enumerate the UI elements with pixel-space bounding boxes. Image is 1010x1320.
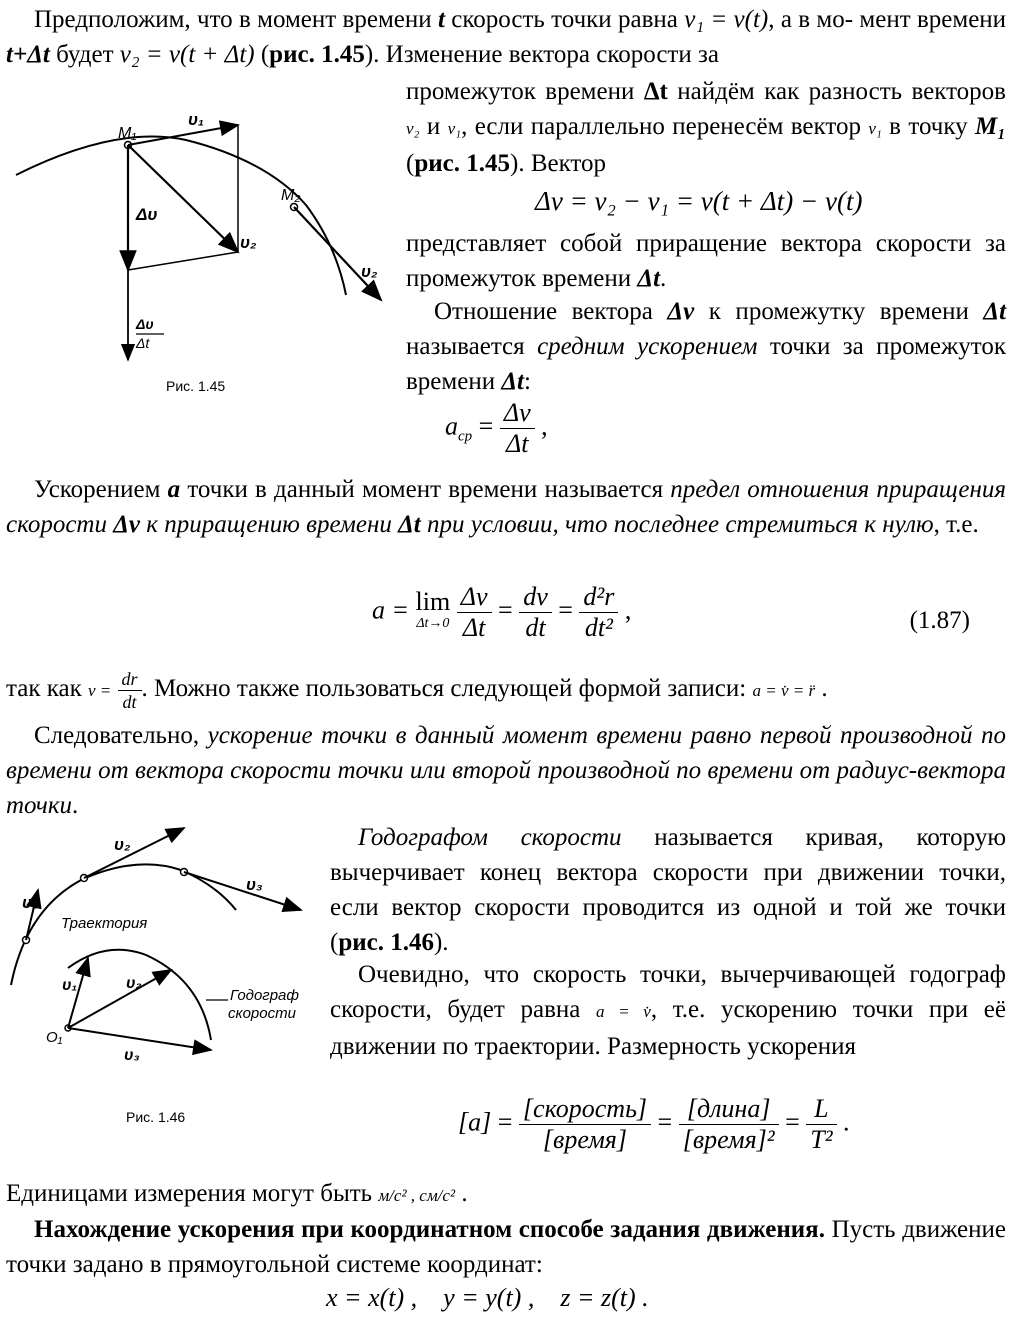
text: точки за промежуток времени <box>406 333 1007 395</box>
text: называется кривая, которую вычерчивает конец вектора скорости при движении точки, если вектор скорости проводится из одной и той же точки ( <box>330 824 1006 956</box>
fraction <box>118 668 142 713</box>
paragraph-since: так как v = $\frac{dr}{dt}$ . Можно также пользоваться следующей формой записи: a = v̇ = r̈ . <box>6 669 828 712</box>
paragraph-units: Единицами измерения могут быть м/с² , см/с² . <box>6 1180 468 1207</box>
text: Единицами измерения могут быть <box>6 1180 373 1207</box>
label-hodograph-velocity: скорости <box>228 1005 296 1022</box>
guide-line-2 <box>128 252 238 270</box>
caption-fig-1-46: Рис. 1.46 <box>126 1109 186 1125</box>
formula-1-87: a = lim Δt→0 $\frac{\Delta v}{\Delta t}$ = $\frac{dv}{dt}$ = $\frac{\text{d²r}}{\text{dt²}}$ , <box>372 582 632 642</box>
paragraph-intro: Предположим, что в момент времени t скорость точки равна v₁ = v(t), а в мо- мент времени t+Δt будет v₂ = v(t + Δt) (рис. 1.45). Изменение вектора скорости за <box>6 6 1007 68</box>
paragraph-vector-difference: промежуток времени Δt найдём как разность векторов v₂ и v₁, если параллельно перенесём вектор v₁ в точку M₁ (рис. 1.45). Вектор <box>406 78 1006 177</box>
text: . Изменение вектора скорости за <box>373 41 719 68</box>
text: . Можно также пользоваться следующей формой записи: <box>141 675 747 703</box>
label-v2: υ₂ <box>240 233 257 252</box>
text: , т.е. ускорению точки при её движении по траектории. Размерность ускорения <box>330 996 1006 1060</box>
label-v1: υ₁ <box>22 893 39 912</box>
paragraph-hodograph-definition <box>330 820 1006 960</box>
paragraph-hodograph-velocity <box>330 957 1006 1064</box>
label-dvdt-num: Δυ <box>136 316 154 332</box>
symbol-a-dim: [a] <box>458 1107 492 1137</box>
formula-a-vdot: a = v̇ <box>596 1002 651 1021</box>
fraction <box>519 1094 651 1155</box>
symbol-v2: v₂ <box>406 119 420 138</box>
symbol-m1: M₁ <box>975 113 1006 140</box>
label-v1: υ₁ <box>188 110 205 129</box>
denominator: dt <box>525 613 546 642</box>
paragraph-consequently: Следовательно, ускорение точки в данный момент времени равно первой производной по времени от вектора скорости точки или второй производной по времени от радиус-вектора точки. <box>6 722 1006 819</box>
fraction <box>679 1094 779 1155</box>
formula-units: м/с² , см/с² <box>378 1186 456 1205</box>
lim: lim <box>415 586 451 616</box>
hodograph-v2 <box>68 970 171 1028</box>
numerator: dv <box>519 582 552 613</box>
numerator: Δv <box>457 582 492 613</box>
paragraph-increment: представляет собой приращение вектора скорости за промежуток времени Δt. <box>406 230 1006 292</box>
denominator: [время]² <box>682 1125 775 1154</box>
text: . Вектор <box>518 150 606 177</box>
hodograph-curve <box>68 950 211 1040</box>
label-hodo-v2: υ₂ <box>126 975 142 992</box>
text: будет <box>56 41 114 68</box>
text: Пусть движение точки задано в прямоугольной системе координат: <box>6 1216 1006 1278</box>
label-dvdt-den: Δt <box>136 335 150 351</box>
fraction <box>806 1094 836 1155</box>
label-hodo-v1: υ₁ <box>62 977 78 994</box>
symbol-dt: Δt <box>398 511 421 538</box>
vector-v2 <box>84 828 184 878</box>
text: в точку <box>889 113 968 140</box>
lim-sub: Δt→0 <box>416 615 450 631</box>
numerator: [длина] <box>679 1094 779 1125</box>
formula-average-acceleration: $a_{ср}$ = $\frac{\Delta v}{\Delta t}$ , <box>445 398 548 458</box>
text: промежуток времени <box>406 78 635 105</box>
label-v2: υ₂ <box>114 835 131 854</box>
text: , а в мо- <box>768 6 854 33</box>
denominator: [время] <box>542 1125 628 1154</box>
caption-fig-1-45: Рис. 1.45 <box>166 378 226 394</box>
fraction <box>579 582 618 643</box>
text: ). <box>433 929 449 956</box>
limit <box>415 586 451 635</box>
heading-coordinate-method: Нахождение ускорения при координатном способе задания движения. <box>34 1216 825 1243</box>
symbol-dt: Δt <box>643 78 668 105</box>
term-average-acceleration: средним ускорением <box>537 333 758 360</box>
numerator: dr <box>118 668 142 691</box>
fraction <box>500 398 535 459</box>
numerator: L <box>806 1094 836 1125</box>
paragraph-coordinate-method <box>6 1212 1006 1282</box>
text: скорость точки равна <box>451 6 678 33</box>
symbol-dt: Δt <box>637 265 661 292</box>
symbol-v: v = <box>87 681 112 701</box>
formula-v2: v₂ = v(t + Δt) <box>119 41 255 68</box>
term-hodograph: Годографом скорости <box>358 824 622 851</box>
text: Предположим, что в момент времени <box>34 6 432 33</box>
text: , если параллельно перенесём вектор <box>461 113 861 140</box>
formula-v1: v₁ = v(t) <box>684 6 769 33</box>
symbol-a: a <box>167 476 181 503</box>
text: точки в данный момент времени называется <box>187 476 664 503</box>
symbol-dt: Δt <box>501 368 524 395</box>
denominator: Δt <box>506 429 529 458</box>
formula-dimension: [a] = $\frac{\text{[скорость]}}{\text{[время]}}$ = $\frac{\text{[длина]}}{\text{[время]²}}$ = $\frac{L}{\text{T²}}$ . <box>458 1094 850 1154</box>
text: к промежутку времени <box>708 298 969 325</box>
text: Отношение вектора <box>434 298 653 325</box>
figure-ref: рис. 1.46 <box>338 929 434 956</box>
label-hodograph: Годограф <box>230 987 299 1004</box>
denominator: T² <box>810 1125 833 1154</box>
numerator: [скорость] <box>519 1094 651 1125</box>
conclusion-italic: ускорение точки в данный момент времени равно первой производной по времени от вектора скорости точки или второй производной по времени от радиус-вектора точки <box>6 722 1006 819</box>
equation-number: (1.87) <box>909 607 970 634</box>
label-m2: M₂ <box>281 187 301 204</box>
symbol-dv: Δv <box>113 511 141 538</box>
symbol-t-dt: t+Δt <box>6 41 50 68</box>
label-o1: O₁ <box>46 1029 63 1046</box>
fraction <box>519 582 552 643</box>
label-trajectory: Траектория <box>61 915 148 932</box>
symbol-a-eq: a = <box>372 595 410 625</box>
label-m1: M₁ <box>118 125 137 142</box>
text: мент времени <box>859 6 1007 33</box>
definition-italic: при условии, что последнее стремиться к нулю <box>427 511 934 538</box>
denominator: dt <box>122 692 137 712</box>
denominator: dt² <box>584 613 613 642</box>
text: называется <box>406 333 525 360</box>
formula-derivative-notation: a = v̇ = r̈ <box>752 681 816 701</box>
numerator: d²r <box>579 582 618 613</box>
fraction <box>457 582 492 643</box>
symbol-v1: v₁ <box>447 119 462 138</box>
text: и <box>426 113 441 140</box>
paragraph-acceleration-definition <box>6 472 1006 542</box>
symbol-dt: Δt <box>983 298 1007 325</box>
text: так как <box>6 675 82 703</box>
figure-1-46 <box>6 820 326 1120</box>
figure-ref: рис. 1.45 <box>414 150 510 177</box>
vector-v3 <box>184 872 301 910</box>
subscript-cp: ср <box>458 428 473 445</box>
numerator: Δv <box>500 398 535 429</box>
text: представляет собой приращение вектора скорости за промежуток времени <box>406 230 1006 292</box>
denominator: Δt <box>462 613 486 642</box>
formula-coordinates: x = x(t) , y = y(t) , z = z(t) . <box>326 1283 649 1312</box>
label-v3: υ₃ <box>246 875 263 894</box>
text: , т.е. <box>933 511 979 538</box>
formula-delta-v: Δv = v₂ − v₁ = v(t + Δt) − v(t) <box>535 186 863 216</box>
figure-ref: рис. 1.45 <box>269 41 365 68</box>
label-dv: Δυ <box>136 205 158 224</box>
text: Очевидно, что скорость точки, вычерчивающей годограф скорости, будет равна <box>330 961 1006 1023</box>
text: Следовательно, <box>34 722 200 749</box>
text: найдём как разность векторов <box>677 78 1006 105</box>
symbol-v1: v₁ <box>868 119 882 138</box>
vector-v2-arrow <box>128 145 238 252</box>
figure-1-45 <box>6 105 401 395</box>
symbol-dv: Δv <box>667 298 695 325</box>
text: Ускорением <box>34 476 161 503</box>
vector-v2-at-m2 <box>294 207 381 300</box>
symbol-t: t <box>437 6 445 33</box>
vector-v1-arrow <box>128 125 238 145</box>
label-v2-m2: υ₂ <box>361 262 378 281</box>
definition-italic: предел отношения приращения скорости <box>6 476 1007 538</box>
trajectory-curve <box>16 137 346 295</box>
symbol-a: a <box>445 411 458 441</box>
definition-italic: к приращению времени <box>146 511 392 538</box>
label-hodo-v3: υ₃ <box>124 1047 140 1064</box>
paragraph-average-acceleration: Отношение вектора Δv к промежутку времени Δt называется средним ускорением точки за промежуток времени Δt: <box>406 298 1007 395</box>
